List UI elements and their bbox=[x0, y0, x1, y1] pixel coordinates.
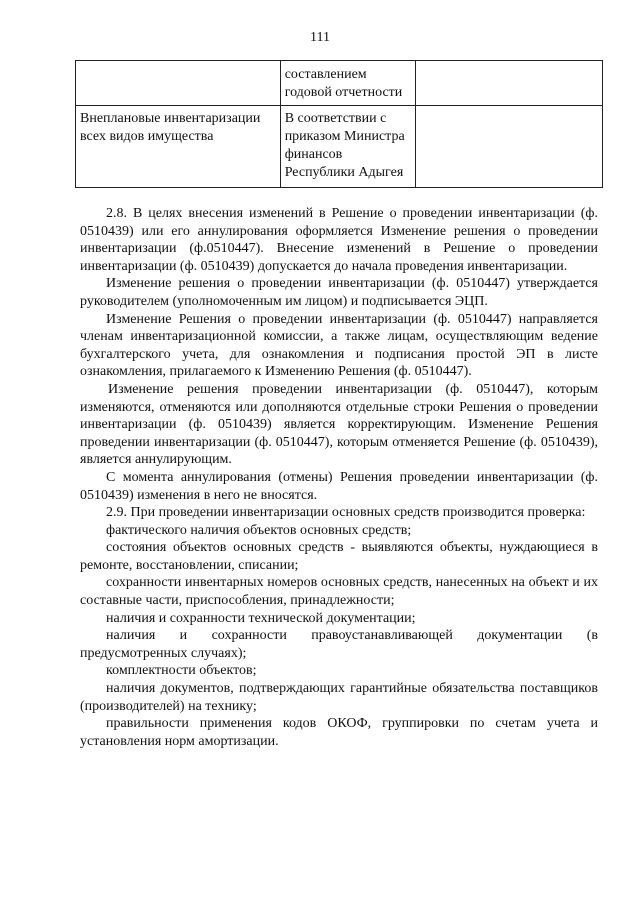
list-item: комплектности объектов; bbox=[106, 663, 257, 679]
paragraph-2-8: 2.8. В целях внесения изменений в Решение о проведении инвентаризации (ф. 0510439) или его аннулирования оформляется Изменение решения о проведении инвентаризации (ф.0510447). Внесение изменений в Решение о проведении инвентаризации (ф. 0510439) допускается до начала проведения инвентаризации. bbox=[80, 206, 598, 274]
table-cell bbox=[415, 106, 602, 188]
list-item: наличия и сохранности технической документации; bbox=[106, 610, 416, 626]
list-item: наличия документов, подтверждающих гарантийные обязательства поставщиков (производителей) на технику; bbox=[80, 681, 598, 714]
list-item: правильности применения кодов ОКОФ, группировки по счетам учета и установления норм амортизации. bbox=[80, 716, 598, 749]
list-item: наличия и сохранности правоустанавливающей документации (в предусмотренных случаях); bbox=[80, 628, 598, 661]
paragraph-2-9: 2.9. При проведении инвентаризации основных средств производится проверка: bbox=[106, 505, 586, 521]
paragraph: Изменение Решения о проведении инвентаризации (ф. 0510447) направляется членам инвентаризационной комиссии, а также лицам, осуществляющим ведение бухгалтерского учета, для ознакомления и подписания простой ЭП в листе ознакомления, прилагаемого к Изменению Решения (ф. 0510447). bbox=[80, 311, 598, 380]
body-text bbox=[80, 205, 598, 750]
table-cell: составлением годовой отчетности bbox=[280, 61, 415, 106]
paragraph: С момента аннулирования (отмены) Решения проведении инвентаризации (ф. 0510439) изменения в него не вносятся. bbox=[80, 469, 598, 503]
paragraph: Изменение решения о проведении инвентаризации (ф. 0510447) утверждается руководителем (уполномоченным им лицом) и подписывается ЭЦП. bbox=[80, 276, 598, 309]
table-cell bbox=[76, 61, 281, 106]
table-cell: В соответствии с приказом Министра финансов Республики Адыгея bbox=[280, 106, 415, 188]
table-cell: Внеплановые инвентаризации всех видов имущества bbox=[76, 106, 281, 188]
paragraph: Изменение решения проведении инвентаризации (ф. 0510447), которым изменяются, отменяются или дополняются отдельные строки Решения о проведении инвентаризации (ф. 0510439) является корректирующим. Изменение Решения проведении инвентаризации (ф. 0510447), которым отменяется Решение (ф. 0510439), является аннулирующим. bbox=[80, 381, 598, 468]
list-item: фактического наличия объектов основных средств; bbox=[106, 522, 412, 538]
table-row bbox=[76, 61, 603, 106]
list-item: сохранности инвентарных номеров основных средств, нанесенных на объект и их составные части, приспособления, принадлежности; bbox=[80, 575, 598, 609]
page-number: 111 bbox=[310, 30, 330, 45]
list-item: состояния объектов основных средств - выявляются объекты, нуждающиеся в ремонте, восстановлении, списании; bbox=[80, 540, 598, 573]
inventory-schedule-table bbox=[75, 60, 603, 188]
table-cell bbox=[415, 61, 602, 106]
table-row bbox=[76, 106, 603, 188]
